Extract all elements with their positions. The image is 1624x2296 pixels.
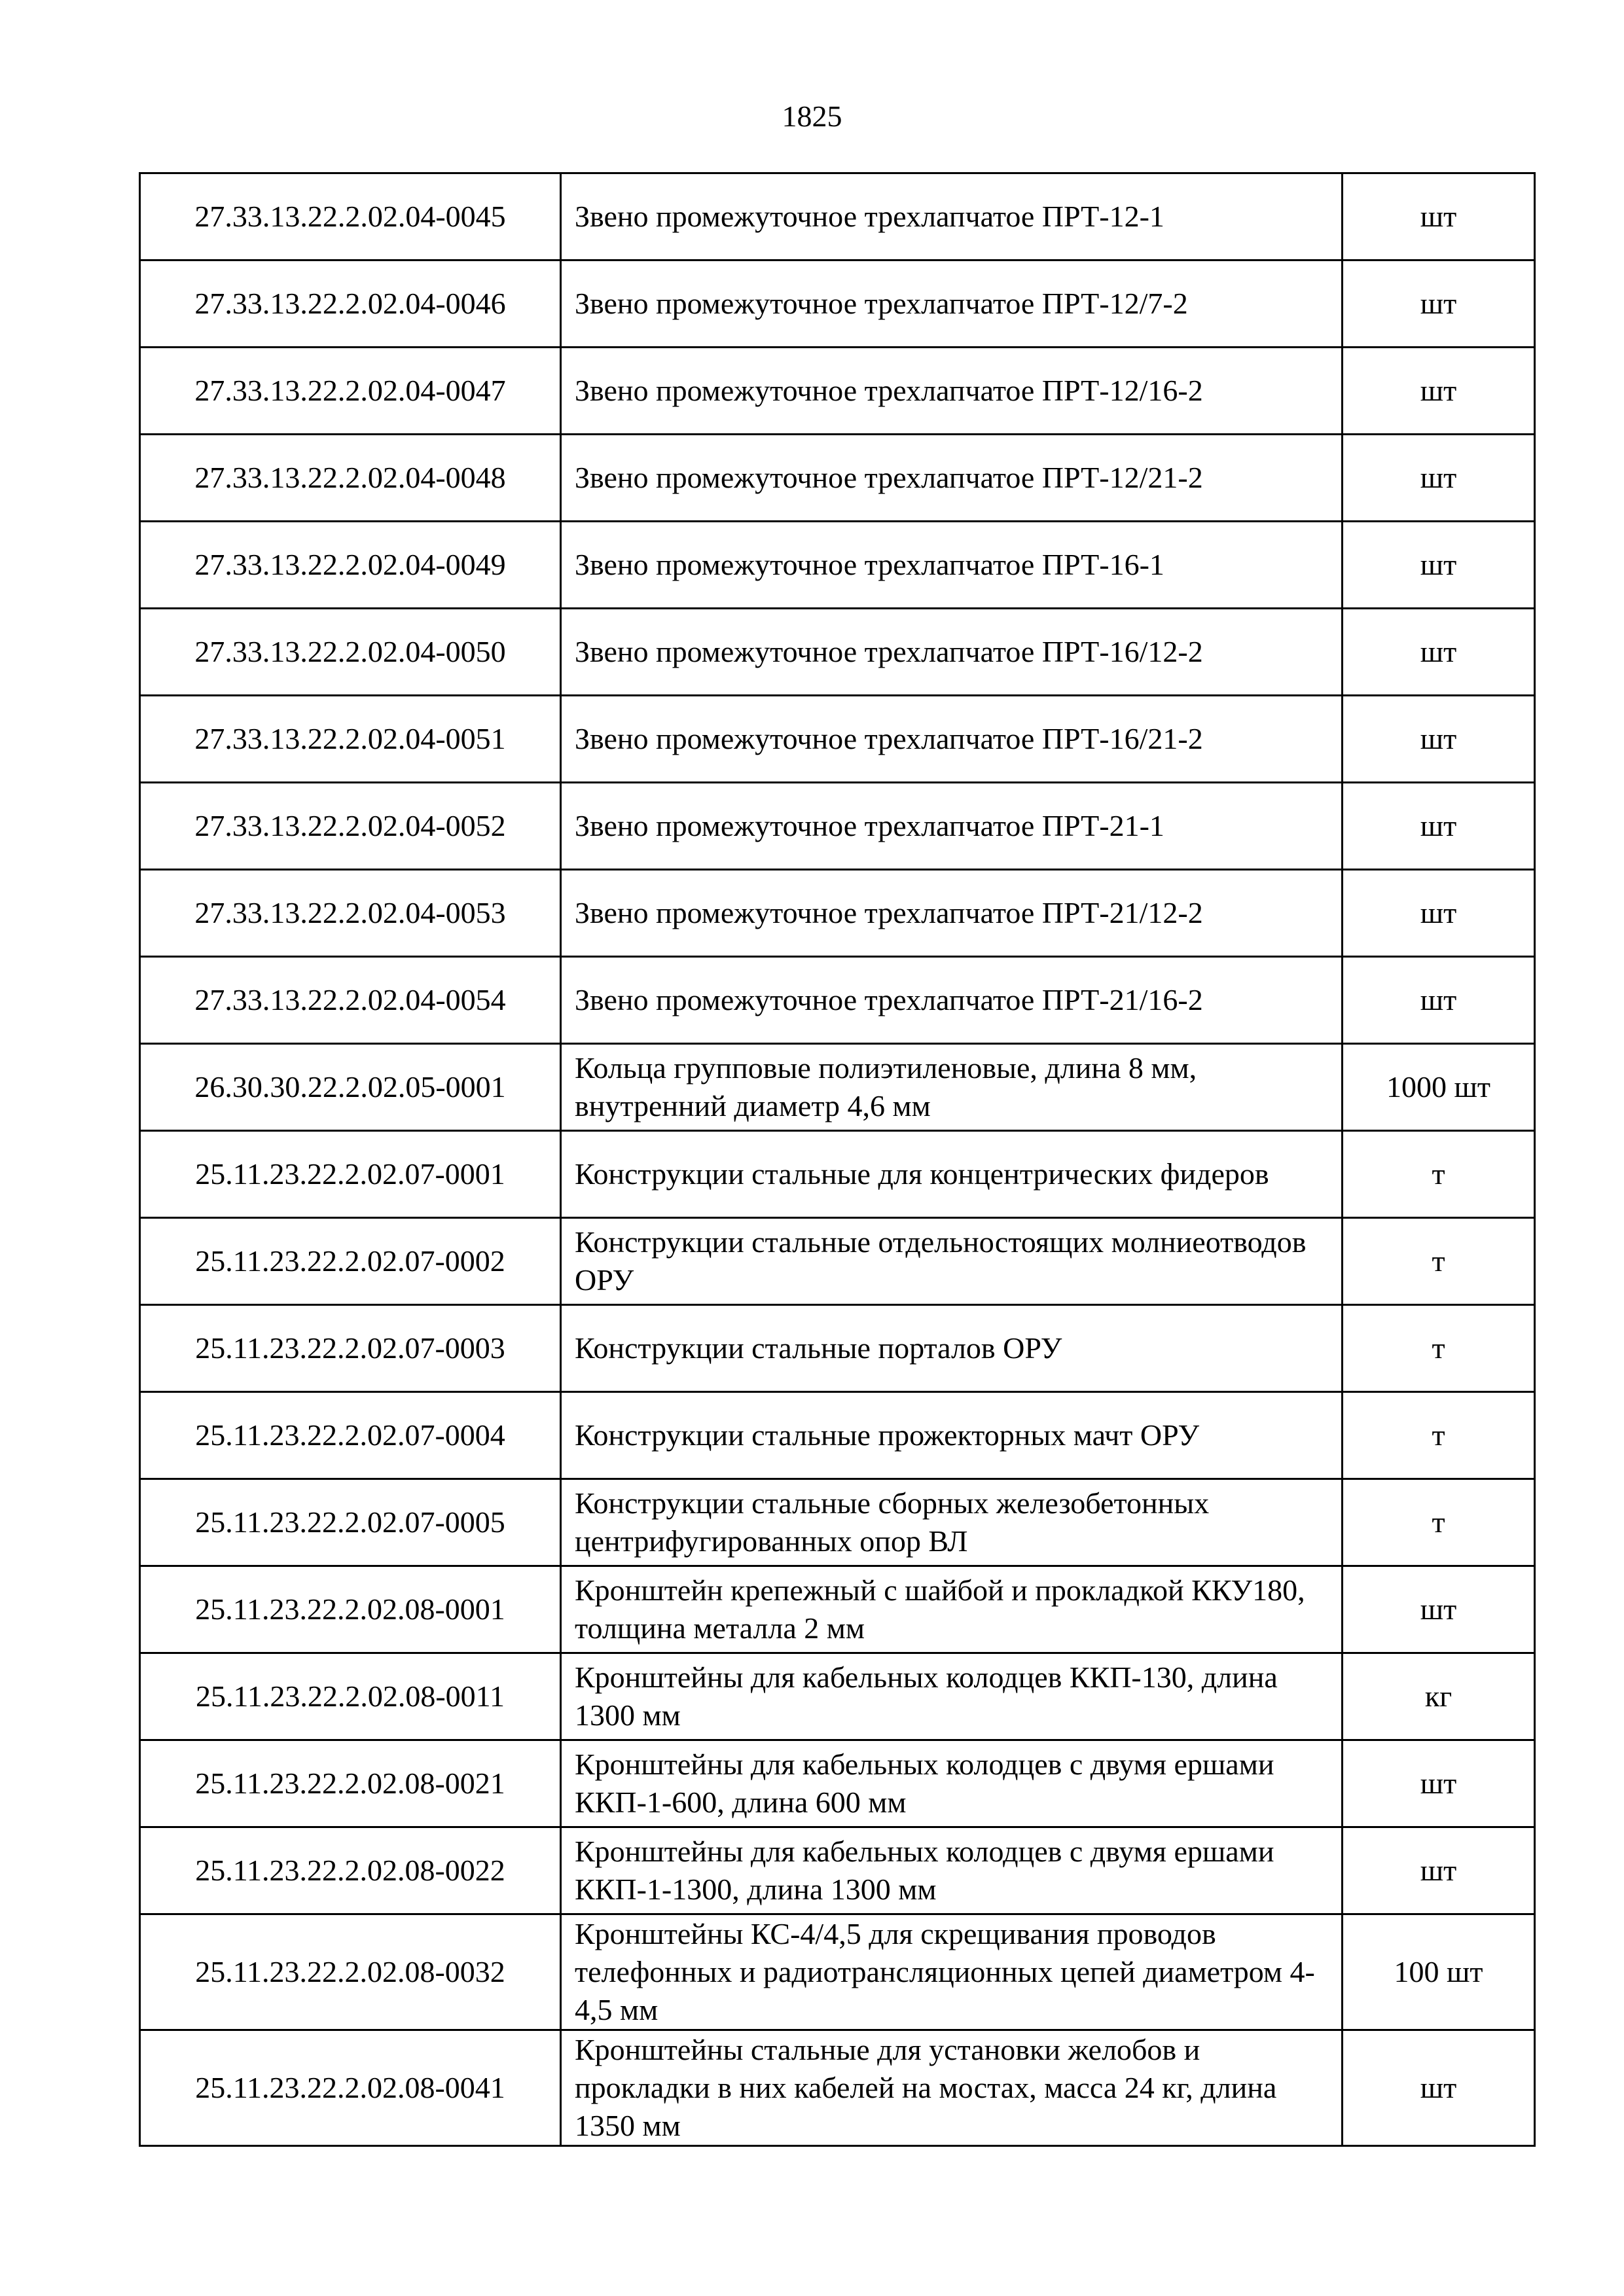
row-name: Звено промежуточное трехлапчатое ПРТ-21/16-2 [561,957,1343,1044]
row-code: 25.11.23.22.2.02.08-0001 [140,1566,561,1653]
row-unit: 100 шт [1343,1914,1535,2030]
row-unit: шт [1343,609,1535,696]
row-unit: кг [1343,1653,1535,1740]
table-row [140,957,1535,1044]
row-unit: шт [1343,783,1535,870]
row-name: Конструкции стальные для концентрических фидеров [561,1131,1343,1218]
row-code: 27.33.13.22.2.02.04-0046 [140,260,561,348]
page-number: 1825 [782,99,842,133]
row-name: Конструкции стальные сборных железобетонных центрифугированных опор ВЛ [561,1479,1343,1566]
row-unit: шт [1343,2030,1535,2146]
row-unit: т [1343,1392,1535,1479]
table-row [140,1044,1535,1131]
table-row [140,1218,1535,1305]
table-row [140,348,1535,435]
row-unit: т [1343,1218,1535,1305]
table-row [140,870,1535,957]
table-row [140,1914,1535,2030]
row-code: 25.11.23.22.2.02.07-0001 [140,1131,561,1218]
row-unit: шт [1343,435,1535,522]
row-unit: шт [1343,1566,1535,1653]
table-row [140,1392,1535,1479]
table-row [140,1653,1535,1740]
row-name: Звено промежуточное трехлапчатое ПРТ-12/21-2 [561,435,1343,522]
row-unit: шт [1343,1740,1535,1827]
row-code: 27.33.13.22.2.02.04-0048 [140,435,561,522]
row-code: 26.30.30.22.2.02.05-0001 [140,1044,561,1131]
row-code: 25.11.23.22.2.02.07-0004 [140,1392,561,1479]
row-unit: шт [1343,522,1535,609]
row-code: 25.11.23.22.2.02.08-0021 [140,1740,561,1827]
table-row [140,522,1535,609]
row-unit: шт [1343,1827,1535,1914]
row-name: Звено промежуточное трехлапчатое ПРТ-16/12-2 [561,609,1343,696]
row-unit: т [1343,1305,1535,1392]
row-name: Конструкции стальные отдельностоящих молниеотводов ОРУ [561,1218,1343,1305]
row-code: 25.11.23.22.2.02.07-0003 [140,1305,561,1392]
table-row [140,1566,1535,1653]
row-name: Кронштейны КС-4/4,5 для скрещивания проводов телефонных и радиотрансляционных цепей диаметром 4-4,5 мм [561,1914,1343,2030]
row-name: Звено промежуточное трехлапчатое ПРТ-16/21-2 [561,696,1343,783]
row-code: 27.33.13.22.2.02.04-0054 [140,957,561,1044]
row-code: 27.33.13.22.2.02.04-0049 [140,522,561,609]
row-name: Звено промежуточное трехлапчатое ПРТ-12/7-2 [561,260,1343,348]
row-name: Звено промежуточное трехлапчатое ПРТ-21-1 [561,783,1343,870]
row-name: Звено промежуточное трехлапчатое ПРТ-12-1 [561,173,1343,260]
row-code: 25.11.23.22.2.02.08-0032 [140,1914,561,2030]
row-name: Конструкции стальные прожекторных мачт ОРУ [561,1392,1343,1479]
table-row [140,1827,1535,1914]
row-code: 25.11.23.22.2.02.08-0022 [140,1827,561,1914]
table-row [140,1740,1535,1827]
row-unit: шт [1343,870,1535,957]
row-unit: шт [1343,173,1535,260]
row-name: Кронштейны для кабельных колодцев ККП-130, длина 1300 мм [561,1653,1343,1740]
row-unit: шт [1343,696,1535,783]
row-code: 27.33.13.22.2.02.04-0052 [140,783,561,870]
table-row [140,2030,1535,2146]
row-unit: т [1343,1131,1535,1218]
table-row [140,609,1535,696]
resource-table [139,172,1536,2147]
table-row [140,435,1535,522]
row-name: Кронштейны для кабельных колодцев с двумя ершами ККП-1-1300, длина 1300 мм [561,1827,1343,1914]
row-name: Звено промежуточное трехлапчатое ПРТ-12/16-2 [561,348,1343,435]
row-unit: шт [1343,957,1535,1044]
table-row [140,260,1535,348]
row-code: 27.33.13.22.2.02.04-0050 [140,609,561,696]
row-unit: шт [1343,348,1535,435]
row-unit: 1000 шт [1343,1044,1535,1131]
row-code: 25.11.23.22.2.02.07-0005 [140,1479,561,1566]
row-unit: т [1343,1479,1535,1566]
row-code: 25.11.23.22.2.02.08-0011 [140,1653,561,1740]
row-unit: шт [1343,260,1535,348]
row-code: 25.11.23.22.2.02.07-0002 [140,1218,561,1305]
table-row [140,696,1535,783]
row-code: 27.33.13.22.2.02.04-0047 [140,348,561,435]
table-row [140,1479,1535,1566]
row-name: Кронштейн крепежный с шайбой и прокладкой ККУ180, толщина металла 2 мм [561,1566,1343,1653]
row-name: Звено промежуточное трехлапчатое ПРТ-21/12-2 [561,870,1343,957]
row-name: Кронштейны для кабельных колодцев с двумя ершами ККП-1-600, длина 600 мм [561,1740,1343,1827]
row-code: 27.33.13.22.2.02.04-0053 [140,870,561,957]
table-row [140,173,1535,260]
row-name: Конструкции стальные порталов ОРУ [561,1305,1343,1392]
row-name: Кольца групповые полиэтиленовые, длина 8 мм, внутренний диаметр 4,6 мм [561,1044,1343,1131]
row-code: 27.33.13.22.2.02.04-0045 [140,173,561,260]
row-code: 25.11.23.22.2.02.08-0041 [140,2030,561,2146]
row-name: Кронштейны стальные для установки желобов и прокладки в них кабелей на мостах, масса 24 кг, длина 1350 мм [561,2030,1343,2146]
table-row [140,1131,1535,1218]
row-name: Звено промежуточное трехлапчатое ПРТ-16-1 [561,522,1343,609]
table-row [140,783,1535,870]
row-code: 27.33.13.22.2.02.04-0051 [140,696,561,783]
table-row [140,1305,1535,1392]
